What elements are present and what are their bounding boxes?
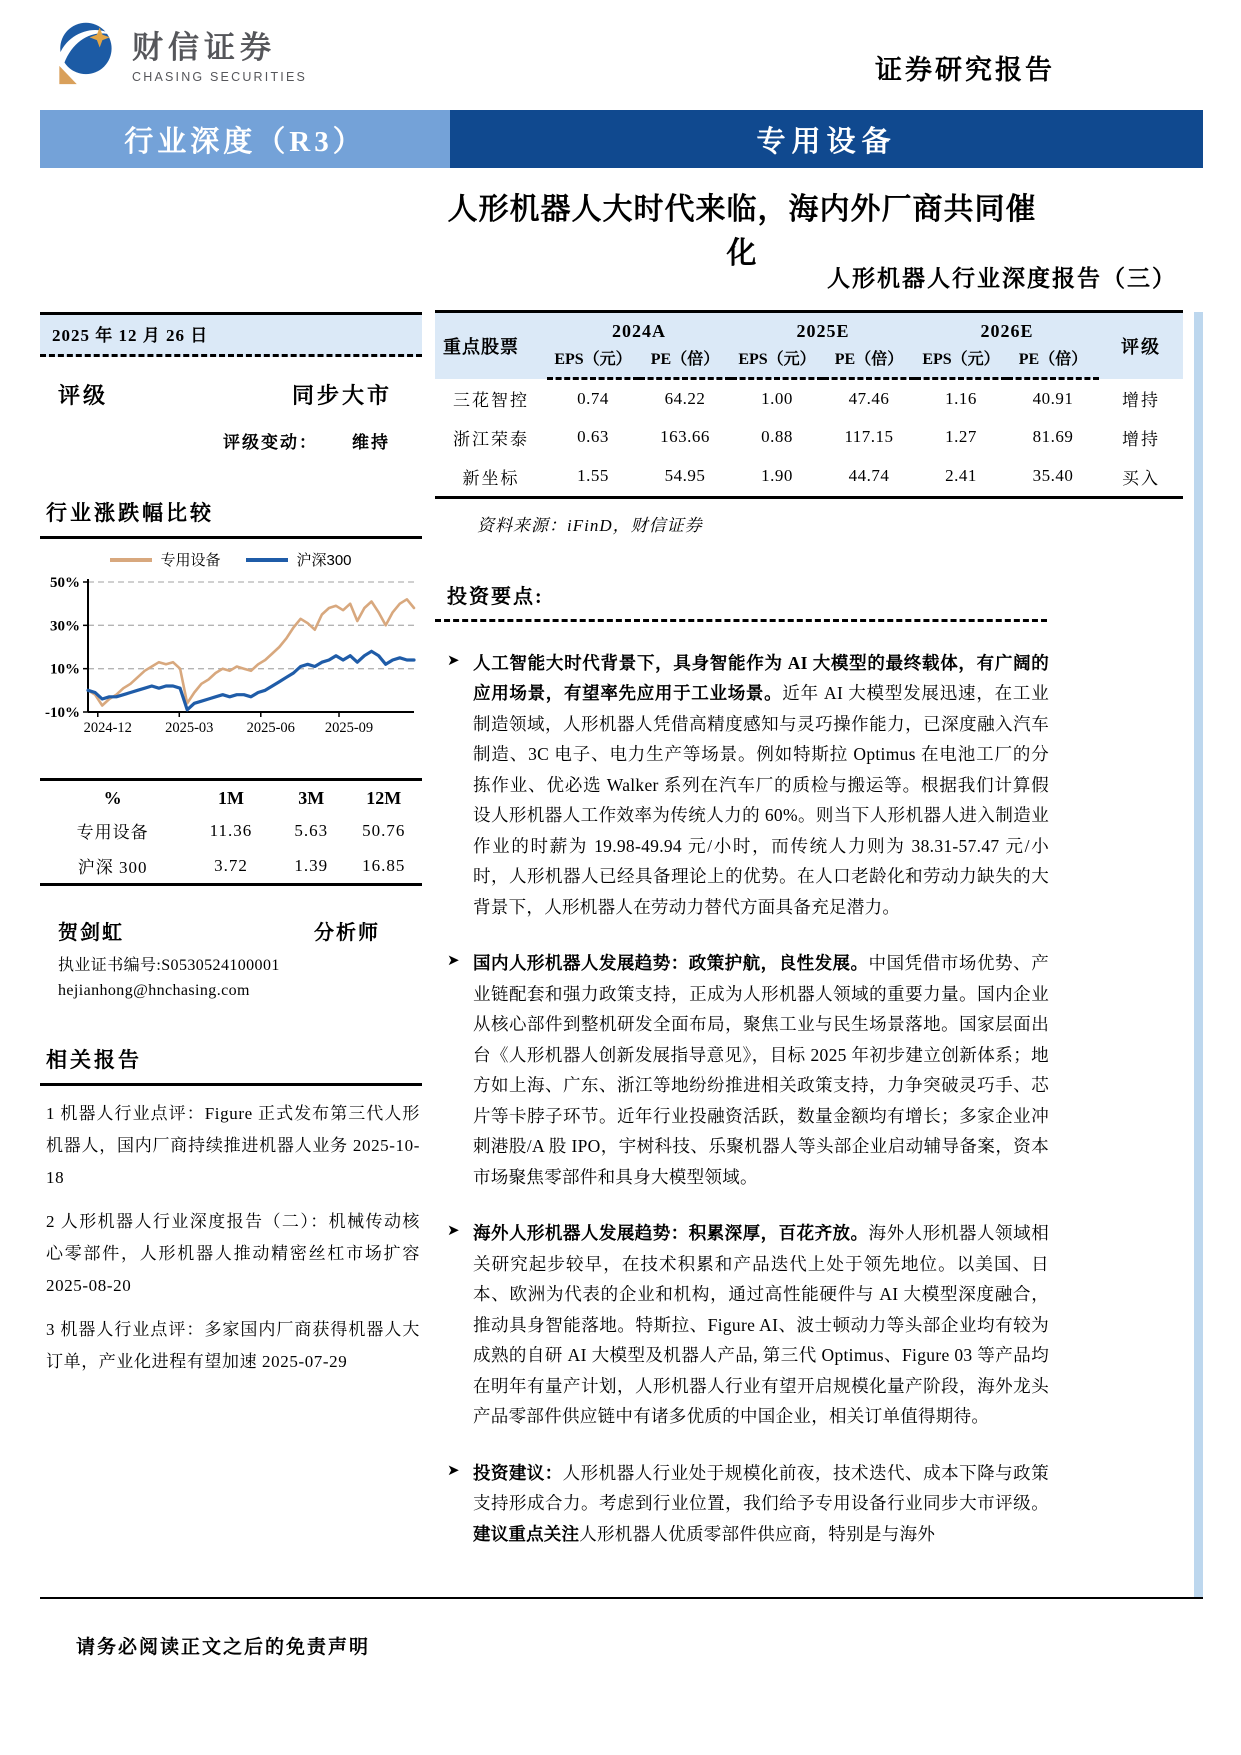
table-row [435,457,1183,498]
analyst-cert: 执业证书编号:S0530524100001 [58,957,280,974]
stock-value: 1.16 [945,388,977,408]
stock-name: 浙江荣泰 [453,429,529,449]
svg-text:2025-09: 2025-09 [324,720,374,736]
table-row [435,418,1183,457]
perf-value: 11.36 [209,820,253,840]
point-lead: 海外人形机器人发展趋势：积累深厚，百花齐放。 [473,1223,869,1243]
stock-rating: 增持 [1122,390,1160,410]
report-type-label: 证券研究报告 [875,55,1055,85]
point-emphasis: 建议重点关注 [473,1523,580,1544]
list-item: 3 机器人行业点评：多家国内厂商获得机器人大订单，产业化进程有望加速 2025-07-29 [46,1320,420,1371]
investment-point [435,948,1049,1192]
stocks-year-2026e: 2026E [915,312,1099,345]
footer-divider [40,1597,1203,1599]
stock-value: 163.66 [660,427,710,446]
bullet-arrow-icon: ➤ [447,1462,460,1479]
perf-header-12m: 12M [366,788,402,808]
chart-section-title: 行业涨跌幅比较 [40,497,422,539]
legend-swatch-industry [110,558,152,562]
stock-value: 0.88 [761,427,793,446]
investment-point [435,1458,1049,1550]
stock-name: 三花智控 [453,390,529,410]
related-reports-title: 相关报告 [40,1044,422,1086]
svg-text:2025-06: 2025-06 [246,720,295,736]
legend-item-industry [110,549,220,570]
point-body: 近年 AI 大模型发展迅速，在工业制造领域，人形机器人凭借高精度感知与灵巧操作能力，已深度融入汽车制造、3C 电子、电力生产等场景。例如特斯拉 Optimus 在电池工厂的分拣作业、优必选 Walker 系列在汽车厂的质检与搬运等。根据我们计算假设人形机器人工作效率为传统人力的 60%。则当下人形机器人进入制造业作业的时薪为 19.98-49.94 元/小时，而传统人力则为 38.31-57.47 元/小时，人形机器人已经具备理论上的优势。在人口老龄化和劳动力缺失的大背景下，人形机器人在劳动力替代方面具备充足潜力。 [473,683,1049,917]
stocks-year-2024a: 2024A [547,312,731,345]
stock-name: 新坐标 [462,468,520,488]
stock-value: 0.74 [577,388,609,408]
stocks-corner-label: 重点股票 [435,312,547,379]
svg-text:2025-03: 2025-03 [165,720,214,736]
point-body: 海外人形机器人领域相关研究起步较早，在技术积累和产品迭代上处于领先地位。以美国、日本、欧洲为代表的企业和机构，通过高性能硬件与 AI 大模型深度融合，推动具身智能落地。特斯拉、Figure AI、波士顿动力等头部企业均有较为成熟的自研 AI 大模型及机器人产品, 第三代 Optimus、Figure 03 等产品均在明年有量产计划，人形机器人行业有望开启规模化量产阶段，海外龙头产品零部件供应链中有诸多优质的中国企业，相关订单值得期待。 [473,1223,1049,1426]
stocks-subheader-eps: EPS（元） [547,344,639,379]
related-reports-list [40,1098,422,1378]
stocks-subheader-eps: EPS（元） [731,344,823,379]
page-title: 人形机器人大时代来临，海内外厂商共同催化 [447,193,1037,270]
stocks-year-2025e: 2025E [731,312,915,345]
perf-header-3m: 3M [298,788,325,808]
report-date: 2025 年 12 月 26 日 [40,312,422,357]
list-item: 1 机器人行业点评：Figure 正式发布第三代人形机器人，国内厂商持续推进机器人业务 2025-10-18 [46,1104,420,1187]
data-source-note: 资料来源：iFinD，财信证券 [477,515,703,535]
investment-points [435,648,1049,1550]
stock-value: 1.00 [761,388,793,408]
stock-value: 2.41 [945,466,977,485]
footer-disclaimer: 请务必阅读正文之后的免责声明 [76,1637,371,1658]
chasing-securities-logo-icon [52,20,118,86]
table-row [40,813,422,848]
stocks-subheader-pe: PE（倍） [823,344,915,379]
legend-label-industry: 专用设备 [160,552,221,569]
stocks-rating-header: 评级 [1099,312,1183,379]
svg-text:-10%: -10% [45,705,80,721]
perf-header-1m: 1M [217,788,244,808]
stock-value: 0.63 [577,427,609,446]
logo-name-en: CHASING SECURITIES [132,70,308,84]
rating-value: 同步大市 [291,383,392,408]
stock-value: 47.46 [848,388,890,408]
perf-row-name: 专用设备 [76,823,149,842]
analyst-block [40,916,422,1000]
category-banner [40,110,1203,168]
legend-label-hs300: 沪深300 [296,552,352,569]
stock-rating: 增持 [1122,429,1160,449]
stock-value: 81.69 [1032,427,1074,446]
rating-change-value: 维持 [352,433,390,452]
analyst-email: hejianhong@hnchasing.com [58,982,250,999]
page-subtitle: 人形机器人行业深度报告（三） [827,266,1177,291]
analyst-title: 分析师 [314,922,380,944]
svg-text:30%: 30% [50,618,80,635]
legend-swatch-hs300 [246,558,288,562]
perf-header-pct: % [103,788,122,808]
legend-item-hs300 [246,549,351,570]
stock-value: 40.91 [1032,388,1074,408]
company-logo [52,20,307,86]
bullet-arrow-icon: ➤ [447,652,460,669]
banner-report-category: 行业深度（R3） [40,110,450,168]
stock-value: 64.22 [664,388,706,408]
point-body: 中国凭借市场优势、产业链配套和强力政策支持，正成为人形机器人领域的重要力量。国内企业从核心部件到整机研发全面布局，聚焦工业与民生场景落地。国家层面出台《人形机器人创新发展指导意见》，目标 2025 年初步建立创新体系；地方如上海、广东、浙江等地纷纷推进相关政策支持，力争突破灵巧手、芯片等卡脖子环节。近年行业投融资活跃，数量金额均有增长；多家企业冲刺港股/A 股 IPO，宇树科技、乐聚机器人等头部企业启动辅导备案，资本市场聚焦零部件和具身大模型领域。 [473,953,1049,1187]
svg-text:10%: 10% [50,661,80,678]
table-row [40,848,422,885]
perf-value: 16.85 [362,855,406,875]
bullet-arrow-icon: ➤ [447,1223,460,1239]
stock-value: 44.74 [848,466,890,485]
chart-legend [40,549,422,570]
svg-text:2024-12: 2024-12 [83,720,132,736]
stocks-subheader-pe: PE（倍） [639,344,731,379]
list-item: 2 人形机器人行业深度报告（二）：机械传动核心零部件，人形机器人推动精密丝杠市场扩容 2025-08-20 [46,1212,420,1295]
point-lead: 人工智能大时代背景下，具身智能作为 AI 大模型的最终载体，有广阔的应用场景，有望率先应用于工业场景。 [473,652,1049,703]
stocks-subheader-pe: PE（倍） [1007,344,1099,379]
perf-value: 1.39 [294,855,329,875]
main-content [435,310,1183,1549]
logo-name-cn: 财信证券 [132,30,276,65]
investment-points-heading: 投资要点: [435,580,1047,622]
bullet-arrow-icon: ➤ [447,953,460,969]
rating-label: 评级 [58,383,109,408]
stock-value: 1.55 [577,466,609,485]
investment-point [435,648,1049,923]
stock-value: 1.90 [761,466,793,485]
rating-change-row [40,428,422,453]
stock-value: 117.15 [844,427,894,446]
point-lead: 国内人形机器人发展趋势：政策护航，良性发展。 [473,953,869,973]
point-body: 人形机器人优质零部件供应商，特别是与海外 [579,1523,936,1544]
industry-performance-chart [40,549,422,744]
point-body: 人形机器人行业处于规模化前夜，技术迭代、成本下降与政策支持形成合力。考虑到行业位置，我们给予专用设备行业同步大市评级。 [473,1462,1050,1513]
right-accent-strip [1194,312,1203,1597]
perf-row-name: 沪深 300 [77,858,148,877]
stock-value: 54.95 [664,466,706,485]
performance-table [40,778,422,886]
investment-point [435,1218,1049,1432]
rating-change-label: 评级变动： [223,433,318,452]
svg-text:50%: 50% [50,575,80,591]
table-row [435,379,1183,418]
rating-row [40,379,422,410]
trend-line-chart [40,572,422,744]
point-lead: 投资建议： [473,1462,563,1483]
key-stocks-table [435,310,1183,499]
perf-value: 50.76 [362,820,406,840]
perf-value: 5.63 [294,820,329,840]
stock-value: 1.27 [945,427,977,446]
banner-industry: 专用设备 [450,110,1203,168]
analyst-name: 贺剑虹 [58,922,124,944]
stock-value: 35.40 [1032,466,1074,485]
stocks-subheader-eps: EPS（元） [915,344,1007,379]
sidebar [40,312,422,1378]
perf-value: 3.72 [214,855,248,875]
stock-rating: 买入 [1122,468,1160,488]
